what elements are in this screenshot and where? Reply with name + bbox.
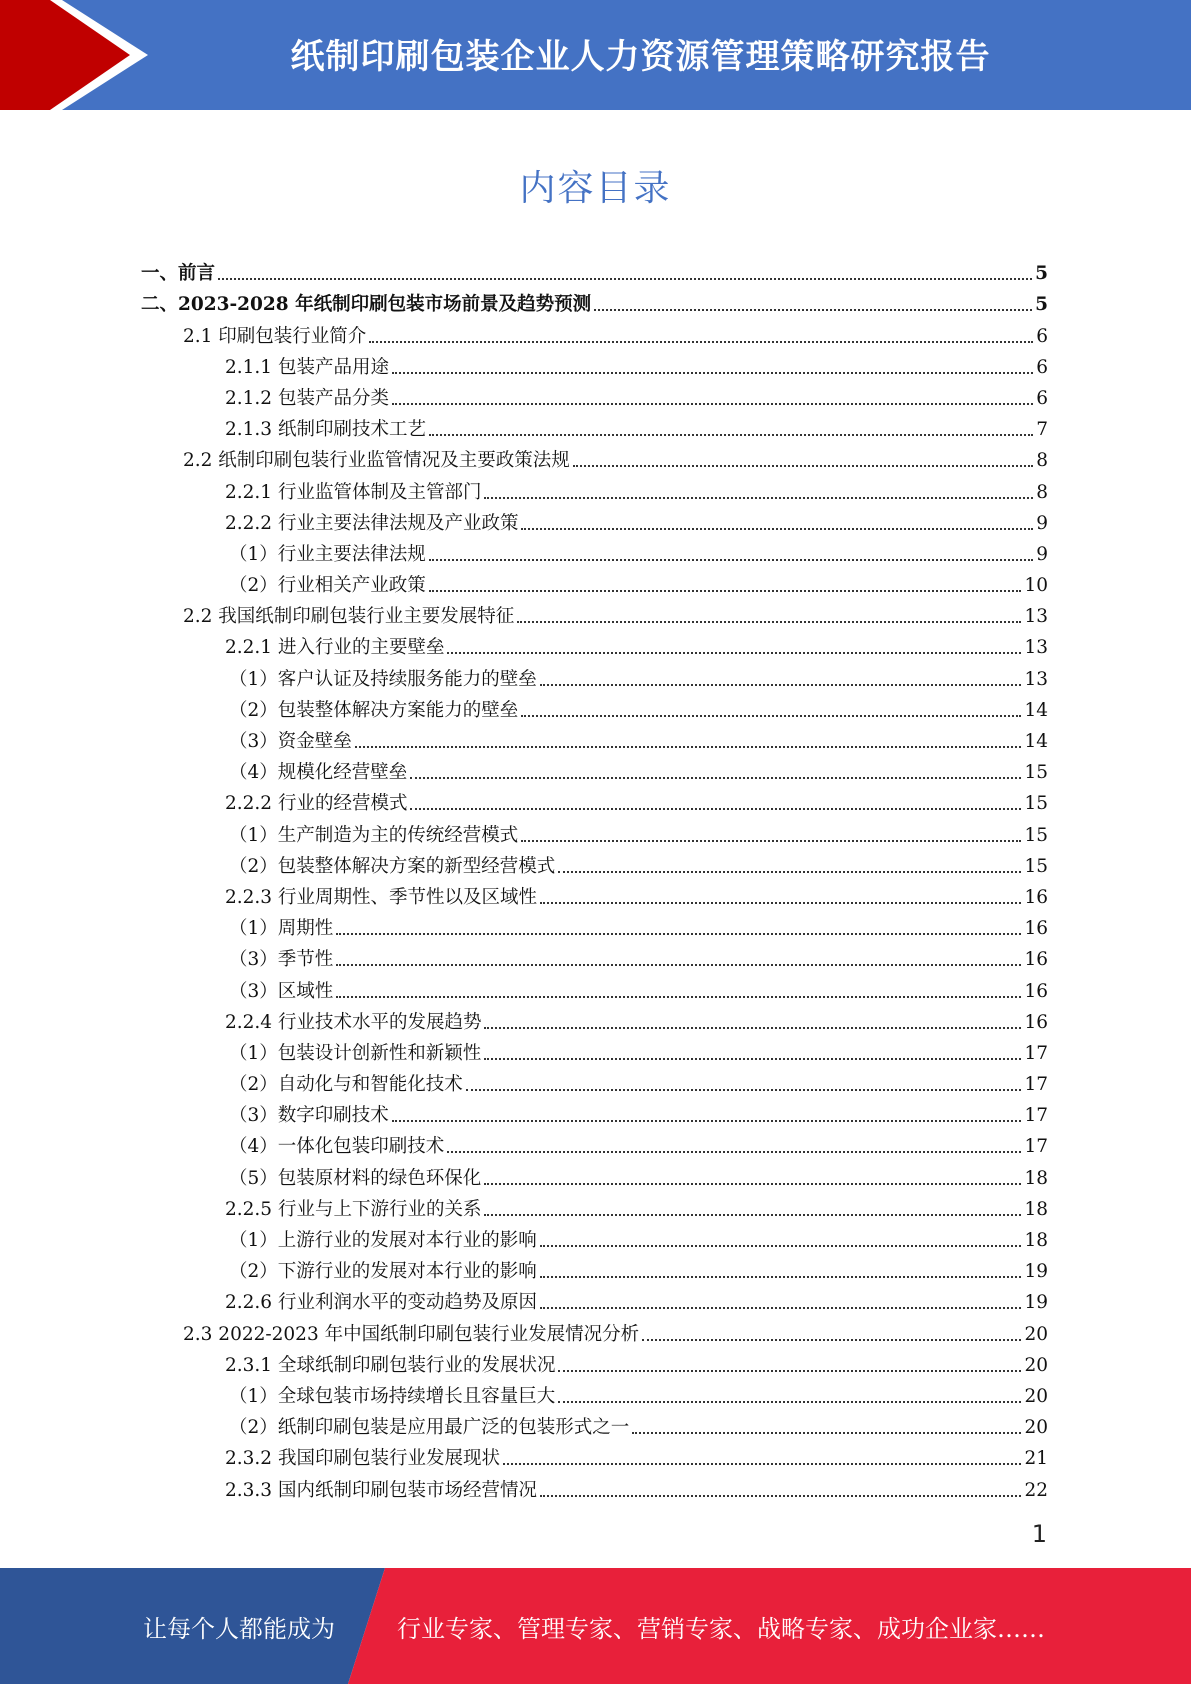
- toc-entry-title: （1）周期性: [229, 918, 334, 940]
- toc-entry-title: 2.3.3 国内纸制印刷包装市场经营情况: [225, 1479, 537, 1501]
- dot-leader: [484, 496, 1033, 499]
- toc-entry-page: 13: [1024, 606, 1048, 628]
- toc-entry-title: （3）区域性: [229, 980, 334, 1002]
- toc-entry-page: 16: [1024, 918, 1048, 940]
- dot-leader: [410, 776, 1021, 779]
- toc-entry-page: 16: [1024, 980, 1048, 1002]
- toc-entry-title: 2.2.6 行业利润水平的变动趋势及原因: [225, 1292, 537, 1314]
- toc-entry-title: （3）季节性: [229, 949, 334, 971]
- toc-entry-title: （1）行业主要法律法规: [229, 543, 426, 565]
- toc-entry[interactable]: [141, 878, 1048, 909]
- dot-leader: [484, 1057, 1021, 1060]
- toc-entry-page: 17: [1024, 1074, 1048, 1096]
- toc-entry[interactable]: [141, 909, 1048, 940]
- toc-entry-title: 二、2023-2028 年纸制印刷包装市场前景及趋势预测: [141, 294, 592, 316]
- toc-entry[interactable]: [141, 1221, 1048, 1252]
- toc-entry-page: 8: [1036, 450, 1048, 472]
- toc-entry[interactable]: [141, 316, 1048, 347]
- dot-leader: [336, 932, 1021, 935]
- dot-leader: [218, 277, 1032, 280]
- dot-leader: [336, 995, 1021, 998]
- toc-entry-title: 2.2.3 行业周期性、季节性以及区域性: [225, 886, 537, 908]
- toc-entry[interactable]: [141, 753, 1048, 784]
- toc-entry-title: 2.3 2022-2023 年中国纸制印刷包装行业发展情况分析: [183, 1323, 640, 1345]
- toc-entry-title: 2.2.1 进入行业的主要壁垒: [225, 637, 445, 659]
- toc-entry-title: （3）资金壁垒: [229, 731, 352, 752]
- toc-entry[interactable]: [141, 1158, 1048, 1189]
- toc-entry-page: 20: [1024, 1323, 1048, 1345]
- toc-entry[interactable]: [141, 784, 1048, 815]
- dot-leader: [503, 1462, 1021, 1465]
- toc-entry-title: 2.2 纸制印刷包装行业监管情况及主要政策法规: [183, 450, 570, 472]
- dot-leader: [429, 558, 1033, 561]
- toc-entry[interactable]: [141, 722, 1048, 753]
- toc-entry-title: （1）生产制造为主的传统经营模式: [229, 824, 519, 846]
- toc-entry[interactable]: [141, 1190, 1048, 1221]
- toc-entry[interactable]: [141, 285, 1048, 316]
- toc-entry[interactable]: [141, 1096, 1048, 1127]
- dot-leader: [484, 1182, 1021, 1185]
- toc-entry-page: 9: [1036, 543, 1048, 565]
- toc-entry[interactable]: [141, 504, 1048, 535]
- dot-leader: [392, 402, 1033, 405]
- toc-entry-title: （2）下游行业的发展对本行业的影响: [229, 1261, 537, 1283]
- toc-entry[interactable]: [141, 659, 1048, 690]
- dot-leader: [369, 340, 1033, 343]
- dot-leader: [392, 1119, 1022, 1122]
- toc-entry-title: 2.1.1 包装产品用途: [225, 356, 389, 378]
- toc-entry[interactable]: [141, 472, 1048, 503]
- dot-leader: [540, 901, 1021, 904]
- dot-leader: [521, 839, 1021, 842]
- dot-leader: [632, 1431, 1021, 1434]
- toc-entry[interactable]: [141, 847, 1048, 878]
- dot-leader: [558, 1369, 1021, 1372]
- toc-entry-page: 9: [1036, 512, 1048, 534]
- toc-entry[interactable]: [141, 1034, 1048, 1065]
- toc-entry[interactable]: [141, 535, 1048, 566]
- toc-heading: 内容目录: [519, 168, 672, 209]
- toc-entry-page: 19: [1024, 1261, 1048, 1283]
- toc-entry-page: 15: [1024, 824, 1048, 846]
- toc-entry-title: 2.2.2 行业的经营模式: [225, 793, 408, 815]
- dot-leader: [540, 1306, 1021, 1309]
- toc-entry-page: 13: [1024, 637, 1048, 659]
- toc-entry[interactable]: [141, 441, 1048, 472]
- toc-entry-page: 7: [1036, 419, 1048, 441]
- dot-leader: [447, 1150, 1021, 1153]
- toc-entry-page: 20: [1024, 1417, 1048, 1439]
- toc-entry-title: （1）上游行业的发展对本行业的影响: [229, 1230, 537, 1251]
- toc-entry[interactable]: [141, 1127, 1048, 1158]
- toc-entry-page: 20: [1024, 1354, 1048, 1376]
- toc-entry-title: 2.1.3 纸制印刷技术工艺: [225, 419, 426, 441]
- dot-leader: [521, 714, 1021, 717]
- dot-leader: [392, 371, 1033, 374]
- toc-entry[interactable]: [141, 815, 1048, 846]
- dot-leader: [642, 1338, 1021, 1341]
- toc-entry[interactable]: [141, 940, 1048, 971]
- footer-band: [0, 1568, 1191, 1684]
- toc-entry-page: 19: [1024, 1292, 1048, 1314]
- toc-entry-title: （5）包装原材料的绿色环保化: [229, 1167, 482, 1189]
- dot-leader: [466, 1088, 1022, 1091]
- toc-entry-page: 22: [1024, 1479, 1048, 1501]
- dot-leader: [521, 527, 1033, 530]
- toc-entry[interactable]: [141, 1439, 1048, 1470]
- toc-entry-page: 18: [1024, 1230, 1048, 1251]
- toc-entry-page: 5: [1035, 294, 1048, 316]
- toc-entry[interactable]: [141, 1252, 1048, 1283]
- toc-entry[interactable]: [141, 971, 1048, 1002]
- toc-entry-page: 17: [1024, 1136, 1048, 1158]
- toc-entry-page: 6: [1036, 325, 1048, 347]
- toc-entry-title: 2.2.4 行业技术水平的发展趋势: [225, 1011, 482, 1033]
- toc-entry-title: 2.1 印刷包装行业简介: [183, 325, 367, 347]
- dot-leader: [540, 1275, 1022, 1278]
- toc-entry-page: 21: [1024, 1448, 1048, 1470]
- dot-leader: [429, 589, 1022, 592]
- toc-entry-title: 2.3.2 我国印刷包装行业发展现状: [225, 1448, 500, 1470]
- toc-entry-page: 15: [1024, 793, 1048, 815]
- footer-slogan-left: 让每个人都能成为: [143, 1614, 335, 1643]
- dot-leader: [410, 807, 1021, 810]
- toc-entry-page: 16: [1024, 1011, 1048, 1033]
- toc-entry-title: （2）自动化与和智能化技术: [229, 1074, 463, 1096]
- toc-entry-page: 13: [1024, 668, 1048, 690]
- toc-entry-page: 8: [1036, 481, 1048, 503]
- toc-entry-title: （3）数字印刷技术: [229, 1105, 389, 1127]
- toc-entry[interactable]: [141, 1470, 1048, 1501]
- toc-entry-title: 2.2.2 行业主要法律法规及产业政策: [225, 512, 519, 534]
- toc-entry-title: （1）包装设计创新性和新颖性: [229, 1042, 482, 1064]
- toc-entry-page: 5: [1035, 263, 1048, 285]
- dot-leader: [336, 963, 1021, 966]
- toc-entry[interactable]: [141, 628, 1048, 659]
- toc-entry-page: 6: [1036, 356, 1048, 378]
- toc-entry-title: （4）规模化经营壁垒: [229, 762, 408, 784]
- dot-leader: [355, 745, 1022, 748]
- toc-entry-title: 2.2.5 行业与上下游行业的关系: [225, 1198, 482, 1220]
- toc-entry-page: 18: [1024, 1167, 1048, 1189]
- toc-entry-page: 14: [1024, 699, 1048, 721]
- toc-entry-title: （1）全球包装市场持续增长且容量巨大: [229, 1385, 556, 1407]
- chevron-logo-icon: [0, 0, 150, 110]
- toc-entry[interactable]: [141, 1314, 1048, 1345]
- toc-entry[interactable]: [141, 1408, 1048, 1439]
- toc-entry-page: 18: [1024, 1198, 1048, 1220]
- dot-leader: [540, 1244, 1022, 1247]
- toc-entry[interactable]: [141, 254, 1048, 285]
- toc-entry-title: （4）一体化包装印刷技术: [229, 1136, 445, 1158]
- dot-leader: [540, 683, 1022, 686]
- toc-entry-page: 14: [1024, 731, 1048, 752]
- dot-leader: [558, 1400, 1021, 1403]
- toc-entry[interactable]: [141, 691, 1048, 722]
- toc-entry[interactable]: [141, 379, 1048, 410]
- toc-entry[interactable]: [141, 1065, 1048, 1096]
- toc-entry[interactable]: [141, 1283, 1048, 1314]
- toc-entry-page: 15: [1024, 855, 1048, 877]
- toc-entry-page: 20: [1024, 1385, 1048, 1407]
- toc-entry[interactable]: [141, 1003, 1048, 1034]
- toc-entry-title: 一、前言: [141, 263, 216, 285]
- toc-entry-title: （2）纸制印刷包装是应用最广泛的包装形式之一: [229, 1417, 630, 1439]
- toc-entry[interactable]: [141, 1377, 1048, 1408]
- report-title: 纸制印刷包装企业人力资源管理策略研究报告: [290, 36, 991, 77]
- dot-leader: [447, 651, 1021, 654]
- toc-entry-title: 2.2 我国纸制印刷包装行业主要发展特征: [183, 606, 515, 628]
- dot-leader: [484, 1026, 1021, 1029]
- toc-entry[interactable]: [141, 1346, 1048, 1377]
- toc-entry[interactable]: [141, 410, 1048, 441]
- toc-entry-page: 16: [1024, 949, 1048, 971]
- toc-entry-title: （1）客户认证及持续服务能力的壁垒: [229, 668, 537, 690]
- toc-entry-page: 6: [1036, 387, 1048, 409]
- toc-entry[interactable]: [141, 348, 1048, 379]
- dot-leader: [558, 870, 1021, 873]
- toc-entry-title: （2）行业相关产业政策: [229, 575, 426, 597]
- dot-leader: [517, 620, 1021, 623]
- toc-entry-page: 15: [1024, 762, 1048, 784]
- dot-leader: [429, 433, 1033, 436]
- dot-leader: [573, 464, 1033, 467]
- toc-entry-title: 2.3.1 全球纸制印刷包装行业的发展状况: [225, 1354, 556, 1376]
- dot-leader: [594, 308, 1032, 311]
- toc-entry-page: 16: [1024, 886, 1048, 908]
- header-band: [0, 0, 1191, 110]
- toc-entry-title: （2）包装整体解决方案能力的壁垒: [229, 699, 519, 721]
- table-of-contents: [141, 254, 1048, 1502]
- toc-entry-page: 10: [1024, 575, 1048, 597]
- toc-entry-page: 17: [1024, 1105, 1048, 1127]
- toc-entry-page: 17: [1024, 1042, 1048, 1064]
- dot-leader: [540, 1494, 1021, 1497]
- page-number: 1: [1031, 1520, 1047, 1548]
- toc-entry-title: 2.1.2 包装产品分类: [225, 387, 389, 409]
- dot-leader: [484, 1213, 1021, 1216]
- toc-entry[interactable]: [141, 566, 1048, 597]
- toc-entry-title: 2.2.1 行业监管体制及主管部门: [225, 481, 482, 503]
- footer-slogan-right: 行业专家、管理专家、营销专家、战略专家、成功企业家……: [397, 1614, 1045, 1643]
- toc-entry[interactable]: [141, 597, 1048, 628]
- toc-entry-title: （2）包装整体解决方案的新型经营模式: [229, 855, 556, 877]
